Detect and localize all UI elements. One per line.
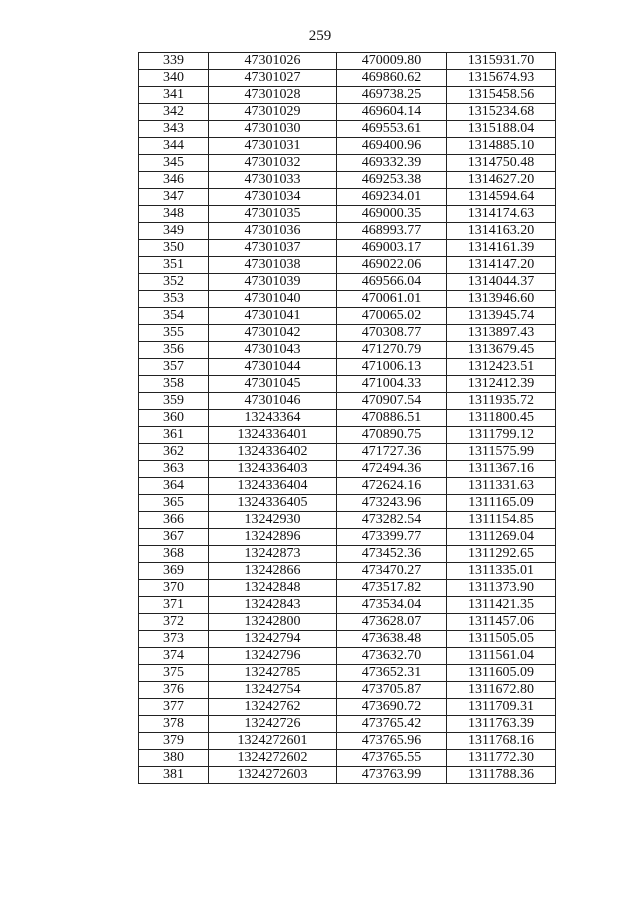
point-id-cell: 1324336405 (209, 495, 337, 512)
table-row (139, 291, 556, 308)
y-coordinate-cell: 1311800.45 (447, 410, 556, 427)
coordinates-table (138, 52, 556, 784)
table-row (139, 648, 556, 665)
point-number-cell: 342 (139, 104, 209, 121)
point-number-cell: 348 (139, 206, 209, 223)
x-coordinate-cell: 470890.75 (337, 427, 447, 444)
point-number-cell: 346 (139, 172, 209, 189)
point-number-cell: 373 (139, 631, 209, 648)
x-coordinate-cell: 471727.36 (337, 444, 447, 461)
x-coordinate-cell: 473652.31 (337, 665, 447, 682)
y-coordinate-cell: 1311335.01 (447, 563, 556, 580)
point-id-cell: 1324272603 (209, 767, 337, 784)
y-coordinate-cell: 1314594.64 (447, 189, 556, 206)
point-id-cell: 13242726 (209, 716, 337, 733)
y-coordinate-cell: 1311421.35 (447, 597, 556, 614)
point-id-cell: 47301044 (209, 359, 337, 376)
table-row (139, 240, 556, 257)
point-id-cell: 47301037 (209, 240, 337, 257)
point-number-cell: 354 (139, 308, 209, 325)
point-number-cell: 367 (139, 529, 209, 546)
x-coordinate-cell: 473452.36 (337, 546, 447, 563)
table-row (139, 172, 556, 189)
table-row (139, 529, 556, 546)
point-id-cell: 47301039 (209, 274, 337, 291)
y-coordinate-cell: 1312412.39 (447, 376, 556, 393)
y-coordinate-cell: 1315188.04 (447, 121, 556, 138)
y-coordinate-cell: 1311788.36 (447, 767, 556, 784)
point-number-cell: 372 (139, 614, 209, 631)
point-number-cell: 378 (139, 716, 209, 733)
point-number-cell: 360 (139, 410, 209, 427)
point-number-cell: 352 (139, 274, 209, 291)
table-row (139, 478, 556, 495)
point-id-cell: 13242754 (209, 682, 337, 699)
point-number-cell: 366 (139, 512, 209, 529)
point-number-cell: 379 (139, 733, 209, 750)
point-number-cell: 368 (139, 546, 209, 563)
x-coordinate-cell: 473282.54 (337, 512, 447, 529)
point-number-cell: 380 (139, 750, 209, 767)
point-id-cell: 47301042 (209, 325, 337, 342)
point-number-cell: 375 (139, 665, 209, 682)
point-id-cell: 47301036 (209, 223, 337, 240)
y-coordinate-cell: 1314885.10 (447, 138, 556, 155)
y-coordinate-cell: 1312423.51 (447, 359, 556, 376)
page-number: 259 (308, 28, 332, 44)
point-id-cell: 13242896 (209, 529, 337, 546)
point-number-cell: 359 (139, 393, 209, 410)
y-coordinate-cell: 1311505.05 (447, 631, 556, 648)
table-row (139, 138, 556, 155)
y-coordinate-cell: 1311768.16 (447, 733, 556, 750)
y-coordinate-cell: 1311672.80 (447, 682, 556, 699)
point-number-cell: 362 (139, 444, 209, 461)
point-number-cell: 351 (139, 257, 209, 274)
y-coordinate-cell: 1313945.74 (447, 308, 556, 325)
x-coordinate-cell: 470061.01 (337, 291, 447, 308)
x-coordinate-cell: 469738.25 (337, 87, 447, 104)
point-number-cell: 349 (139, 223, 209, 240)
y-coordinate-cell: 1311269.04 (447, 529, 556, 546)
point-number-cell: 358 (139, 376, 209, 393)
table-row (139, 308, 556, 325)
y-coordinate-cell: 1315931.70 (447, 53, 556, 70)
table-row (139, 665, 556, 682)
x-coordinate-cell: 473763.99 (337, 767, 447, 784)
table-body (139, 53, 556, 784)
x-coordinate-cell: 473705.87 (337, 682, 447, 699)
x-coordinate-cell: 469604.14 (337, 104, 447, 121)
y-coordinate-cell: 1311292.65 (447, 546, 556, 563)
y-coordinate-cell: 1314147.20 (447, 257, 556, 274)
point-number-cell: 344 (139, 138, 209, 155)
point-id-cell: 1324336401 (209, 427, 337, 444)
point-number-cell: 355 (139, 325, 209, 342)
point-number-cell: 381 (139, 767, 209, 784)
y-coordinate-cell: 1315458.56 (447, 87, 556, 104)
table-row (139, 342, 556, 359)
x-coordinate-cell: 469553.61 (337, 121, 447, 138)
x-coordinate-cell: 469332.39 (337, 155, 447, 172)
point-id-cell: 13242796 (209, 648, 337, 665)
x-coordinate-cell: 469566.04 (337, 274, 447, 291)
y-coordinate-cell: 1314174.63 (447, 206, 556, 223)
point-id-cell: 47301034 (209, 189, 337, 206)
table-row (139, 563, 556, 580)
x-coordinate-cell: 473517.82 (337, 580, 447, 597)
x-coordinate-cell: 473765.42 (337, 716, 447, 733)
table-row (139, 223, 556, 240)
y-coordinate-cell: 1311331.63 (447, 478, 556, 495)
table-row (139, 104, 556, 121)
point-id-cell: 13242800 (209, 614, 337, 631)
table-row (139, 767, 556, 784)
point-number-cell: 370 (139, 580, 209, 597)
table-row (139, 546, 556, 563)
table-row (139, 699, 556, 716)
point-id-cell: 47301027 (209, 70, 337, 87)
point-id-cell: 47301033 (209, 172, 337, 189)
x-coordinate-cell: 469860.62 (337, 70, 447, 87)
table-row (139, 189, 556, 206)
x-coordinate-cell: 471004.33 (337, 376, 447, 393)
y-coordinate-cell: 1311457.06 (447, 614, 556, 631)
point-id-cell: 47301032 (209, 155, 337, 172)
point-id-cell: 47301041 (209, 308, 337, 325)
table-row (139, 682, 556, 699)
table-row (139, 512, 556, 529)
point-id-cell: 13243364 (209, 410, 337, 427)
point-id-cell: 1324336403 (209, 461, 337, 478)
point-number-cell: 345 (139, 155, 209, 172)
table-row (139, 631, 556, 648)
x-coordinate-cell: 473765.96 (337, 733, 447, 750)
y-coordinate-cell: 1314161.39 (447, 240, 556, 257)
x-coordinate-cell: 471006.13 (337, 359, 447, 376)
point-id-cell: 47301028 (209, 87, 337, 104)
table-row (139, 461, 556, 478)
y-coordinate-cell: 1314750.48 (447, 155, 556, 172)
point-id-cell: 13242873 (209, 546, 337, 563)
y-coordinate-cell: 1311373.90 (447, 580, 556, 597)
x-coordinate-cell: 469400.96 (337, 138, 447, 155)
point-id-cell: 1324272602 (209, 750, 337, 767)
point-id-cell: 47301043 (209, 342, 337, 359)
point-number-cell: 353 (139, 291, 209, 308)
table-row (139, 87, 556, 104)
table-row (139, 410, 556, 427)
y-coordinate-cell: 1311575.99 (447, 444, 556, 461)
x-coordinate-cell: 468993.77 (337, 223, 447, 240)
point-number-cell: 364 (139, 478, 209, 495)
x-coordinate-cell: 473243.96 (337, 495, 447, 512)
x-coordinate-cell: 469000.35 (337, 206, 447, 223)
point-id-cell: 1324336402 (209, 444, 337, 461)
y-coordinate-cell: 1313946.60 (447, 291, 556, 308)
point-id-cell: 13242794 (209, 631, 337, 648)
y-coordinate-cell: 1311709.31 (447, 699, 556, 716)
point-number-cell: 371 (139, 597, 209, 614)
y-coordinate-cell: 1311165.09 (447, 495, 556, 512)
point-id-cell: 13242843 (209, 597, 337, 614)
point-id-cell: 13242848 (209, 580, 337, 597)
y-coordinate-cell: 1311763.39 (447, 716, 556, 733)
point-number-cell: 365 (139, 495, 209, 512)
table-row (139, 53, 556, 70)
point-id-cell: 47301026 (209, 53, 337, 70)
point-id-cell: 13242930 (209, 512, 337, 529)
x-coordinate-cell: 470065.02 (337, 308, 447, 325)
x-coordinate-cell: 473399.77 (337, 529, 447, 546)
y-coordinate-cell: 1314163.20 (447, 223, 556, 240)
point-id-cell: 47301045 (209, 376, 337, 393)
table-row (139, 495, 556, 512)
y-coordinate-cell: 1314627.20 (447, 172, 556, 189)
y-coordinate-cell: 1311935.72 (447, 393, 556, 410)
table-row (139, 359, 556, 376)
point-number-cell: 376 (139, 682, 209, 699)
x-coordinate-cell: 469234.01 (337, 189, 447, 206)
point-number-cell: 377 (139, 699, 209, 716)
x-coordinate-cell: 470009.80 (337, 53, 447, 70)
table-row (139, 325, 556, 342)
y-coordinate-cell: 1313679.45 (447, 342, 556, 359)
point-number-cell: 350 (139, 240, 209, 257)
y-coordinate-cell: 1311772.30 (447, 750, 556, 767)
x-coordinate-cell: 473534.04 (337, 597, 447, 614)
point-id-cell: 13242762 (209, 699, 337, 716)
y-coordinate-cell: 1311154.85 (447, 512, 556, 529)
point-id-cell: 47301046 (209, 393, 337, 410)
table-row (139, 580, 556, 597)
point-id-cell: 13242785 (209, 665, 337, 682)
table-row (139, 155, 556, 172)
table-row (139, 70, 556, 87)
table-row (139, 393, 556, 410)
x-coordinate-cell: 473690.72 (337, 699, 447, 716)
point-id-cell: 1324272601 (209, 733, 337, 750)
x-coordinate-cell: 473632.70 (337, 648, 447, 665)
x-coordinate-cell: 470308.77 (337, 325, 447, 342)
table-row (139, 444, 556, 461)
point-id-cell: 47301029 (209, 104, 337, 121)
point-number-cell: 340 (139, 70, 209, 87)
x-coordinate-cell: 471270.79 (337, 342, 447, 359)
x-coordinate-cell: 473765.55 (337, 750, 447, 767)
x-coordinate-cell: 473470.27 (337, 563, 447, 580)
x-coordinate-cell: 473628.07 (337, 614, 447, 631)
point-number-cell: 363 (139, 461, 209, 478)
table-row (139, 376, 556, 393)
point-id-cell: 47301038 (209, 257, 337, 274)
x-coordinate-cell: 472494.36 (337, 461, 447, 478)
y-coordinate-cell: 1311799.12 (447, 427, 556, 444)
table-row (139, 733, 556, 750)
point-id-cell: 1324336404 (209, 478, 337, 495)
x-coordinate-cell: 469003.17 (337, 240, 447, 257)
y-coordinate-cell: 1315234.68 (447, 104, 556, 121)
x-coordinate-cell: 473638.48 (337, 631, 447, 648)
y-coordinate-cell: 1311605.09 (447, 665, 556, 682)
y-coordinate-cell: 1311367.16 (447, 461, 556, 478)
table-row (139, 750, 556, 767)
point-id-cell: 13242866 (209, 563, 337, 580)
table-row (139, 257, 556, 274)
point-id-cell: 47301031 (209, 138, 337, 155)
x-coordinate-cell: 470886.51 (337, 410, 447, 427)
point-id-cell: 47301035 (209, 206, 337, 223)
point-number-cell: 374 (139, 648, 209, 665)
table-row (139, 716, 556, 733)
y-coordinate-cell: 1315674.93 (447, 70, 556, 87)
point-number-cell: 343 (139, 121, 209, 138)
point-id-cell: 47301030 (209, 121, 337, 138)
point-number-cell: 356 (139, 342, 209, 359)
point-number-cell: 357 (139, 359, 209, 376)
y-coordinate-cell: 1313897.43 (447, 325, 556, 342)
point-id-cell: 47301040 (209, 291, 337, 308)
point-number-cell: 347 (139, 189, 209, 206)
table-row (139, 206, 556, 223)
point-number-cell: 361 (139, 427, 209, 444)
table-row (139, 597, 556, 614)
table-row (139, 274, 556, 291)
x-coordinate-cell: 470907.54 (337, 393, 447, 410)
y-coordinate-cell: 1314044.37 (447, 274, 556, 291)
x-coordinate-cell: 472624.16 (337, 478, 447, 495)
y-coordinate-cell: 1311561.04 (447, 648, 556, 665)
point-number-cell: 339 (139, 53, 209, 70)
x-coordinate-cell: 469253.38 (337, 172, 447, 189)
table-row (139, 427, 556, 444)
table-row (139, 121, 556, 138)
point-number-cell: 369 (139, 563, 209, 580)
x-coordinate-cell: 469022.06 (337, 257, 447, 274)
point-number-cell: 341 (139, 87, 209, 104)
table-row (139, 614, 556, 631)
